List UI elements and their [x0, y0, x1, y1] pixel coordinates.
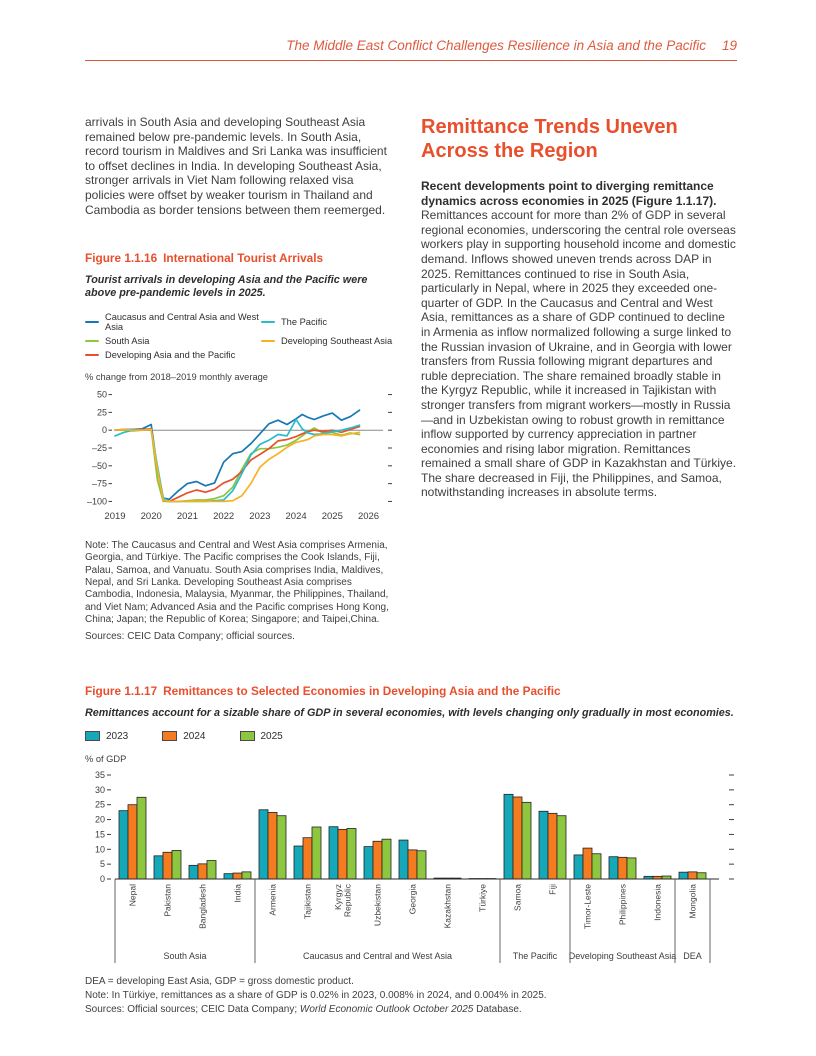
- line-chart-container: [85, 385, 401, 532]
- bar-chart-y-axis-unit: % of GDP: [85, 753, 127, 764]
- legend-label: South Asia: [105, 336, 150, 347]
- two-column-body: [85, 115, 737, 644]
- svg-text:Georgia: Georgia: [407, 883, 418, 914]
- figure-1-1-16-subtitle: Tourist arrivals in developing Asia and the Pacific were above pre-pandemic levels in 2025.: [85, 274, 368, 300]
- svg-text:–25: –25: [91, 443, 107, 454]
- figure-1-1-16-sources: Sources: CEIC Data Company; official sources.: [85, 631, 295, 643]
- section-heading: Remittance Trends Uneven Across the Region: [421, 116, 678, 162]
- box-swatch-icon: [162, 731, 177, 741]
- svg-text:Kyrgyz: Kyrgyz: [332, 883, 343, 910]
- tourist-arrivals-line-chart: [85, 385, 397, 527]
- line-swatch-icon: [261, 321, 275, 324]
- svg-text:–50: –50: [91, 460, 107, 471]
- lead-sentence: Recent developments point to diverging remittance dynamics across economies in 2025 (Figure 1.1.17).: [421, 179, 717, 208]
- figure-1-1-17-title: Remittances to Selected Economies in Developing Asia and the Pacific: [163, 683, 561, 698]
- figure-1-1-17-abbreviations: DEA = developing East Asia, GDP = gross domestic product.: [85, 975, 354, 987]
- legend-item: [162, 731, 205, 742]
- svg-text:Tajikistan: Tajikistan: [302, 883, 313, 919]
- legend-label: Developing Southeast Asia: [281, 336, 393, 347]
- figure-1-1-16-title: International Tourist Arrivals: [163, 251, 324, 266]
- legend-label: 2024: [183, 730, 206, 742]
- svg-text:50: 50: [96, 389, 107, 400]
- figure-1-1-16-label: Figure 1.1.16: [85, 251, 158, 266]
- svg-text:Türkiye: Türkiye: [477, 883, 488, 912]
- figure-1-1-17: [85, 684, 737, 1017]
- line-swatch-icon: [85, 340, 99, 343]
- svg-text:Samoa: Samoa: [512, 883, 523, 911]
- svg-text:India: India: [232, 883, 243, 902]
- legend-item: [261, 336, 401, 346]
- svg-text:2024: 2024: [285, 511, 307, 523]
- svg-text:20: 20: [94, 814, 105, 825]
- svg-text:25: 25: [94, 799, 105, 810]
- legend-label: The Pacific: [281, 317, 327, 328]
- svg-text:–75: –75: [91, 478, 107, 489]
- figure-1-1-17-label: Figure 1.1.17: [85, 683, 158, 698]
- figure-1-1-16-legend: [85, 312, 401, 360]
- legend-label: 2023: [106, 730, 129, 742]
- svg-text:15: 15: [94, 828, 105, 839]
- svg-text:Caucasus and Central and West: Caucasus and Central and West Asia: [303, 950, 452, 961]
- legend-item: [85, 350, 261, 360]
- line-swatch-icon: [85, 354, 99, 357]
- svg-text:2023: 2023: [249, 511, 271, 523]
- svg-text:5: 5: [99, 858, 105, 869]
- legend-item: [261, 312, 401, 332]
- svg-text:The Pacific: The Pacific: [512, 950, 558, 961]
- legend-item: [240, 731, 283, 742]
- page-number: 19: [721, 38, 737, 53]
- left-column: [85, 115, 401, 644]
- legend-item: [85, 312, 261, 332]
- svg-text:Fiji: Fiji: [547, 883, 558, 895]
- figure-1-1-17-sources: Sources: Official sources; CEIC Data Company; World Economic Outlook October 2025 Database.: [85, 1004, 522, 1016]
- box-swatch-icon: [85, 731, 100, 741]
- figure-1-1-16-note: Note: The Caucasus and Central and West Asia comprises Armenia, Georgia, and Türkiye. The Pacific comprises the Cook Islands, Fiji, Palau, Samoa, and Vanuatu. South Asia comprises India, Maldives, Nepal, and Sri Lanka. Developing Southeast Asia comprises Cambodia, Indonesia, Malaysia, Myanmar, the Philippines, Thailand, and Viet Nam; Advanced Asia and the Pacific comprises Hong Kong, China; Japan; the Republic of Korea; Singapore; and Taipei,China.: [85, 540, 389, 625]
- svg-text:2026: 2026: [357, 511, 380, 523]
- line-swatch-icon: [85, 321, 99, 324]
- svg-text:2022: 2022: [213, 511, 235, 523]
- svg-text:2021: 2021: [176, 511, 199, 523]
- running-header: [85, 38, 737, 61]
- svg-text:2019: 2019: [104, 511, 126, 523]
- svg-text:Armenia: Armenia: [267, 883, 278, 916]
- svg-text:Indonesia: Indonesia: [652, 883, 663, 921]
- right-column: [421, 115, 737, 644]
- svg-text:Republic: Republic: [342, 883, 353, 917]
- svg-text:Nepal: Nepal: [127, 883, 138, 906]
- figure-1-1-16: [85, 251, 401, 643]
- intro-paragraph: arrivals in South Asia and developing Southeast Asia remained below pre-pandemic levels. In South Asia, record tourism in Maldives and Sri Lanka was insufficient to offset declines in India. In developing Southeast Asia, stronger arrivals in Viet Nam following relaxed visa policies were offset by weaker tourism in Thailand and Cambodia as border tensions between them reemerged.: [85, 115, 387, 217]
- svg-text:Kazakhstan: Kazakhstan: [442, 883, 453, 928]
- svg-text:2025: 2025: [321, 511, 343, 523]
- svg-text:DEA: DEA: [683, 950, 702, 961]
- svg-text:Mongolia: Mongolia: [687, 883, 698, 919]
- svg-text:0: 0: [99, 873, 105, 884]
- line-chart-y-axis-unit: % change from 2018–2019 monthly average: [85, 372, 268, 383]
- remittances-bar-chart: [85, 767, 737, 965]
- svg-text:35: 35: [94, 769, 105, 780]
- svg-text:Bangladesh: Bangladesh: [197, 883, 208, 929]
- figure-1-1-17-legend: [85, 731, 737, 742]
- bar-chart-container: [85, 767, 737, 970]
- figure-1-1-17-title-line: [85, 684, 737, 698]
- running-header-title: The Middle East Conflict Challenges Resilience in Asia and the Pacific: [286, 38, 706, 53]
- svg-text:2020: 2020: [140, 511, 162, 523]
- svg-text:Philippines: Philippines: [617, 883, 628, 925]
- svg-text:10: 10: [94, 843, 105, 854]
- remittance-paragraph: [421, 179, 737, 500]
- svg-text:Developing Southeast Asia: Developing Southeast Asia: [568, 950, 677, 961]
- svg-text:Pakistan: Pakistan: [162, 883, 173, 917]
- legend-item: [85, 336, 261, 346]
- svg-text:Timor-Leste: Timor-Leste: [582, 883, 593, 929]
- svg-text:30: 30: [94, 784, 105, 795]
- svg-text:–100: –100: [86, 496, 107, 507]
- svg-text:0: 0: [101, 425, 107, 436]
- legend-label: Developing Asia and the Pacific: [105, 350, 236, 361]
- figure-1-1-17-footnotes: [85, 976, 737, 1017]
- svg-text:25: 25: [96, 407, 107, 418]
- box-swatch-icon: [240, 731, 255, 741]
- svg-text:Uzbekistan: Uzbekistan: [372, 883, 383, 926]
- svg-text:South Asia: South Asia: [163, 950, 207, 961]
- legend-item: [85, 731, 128, 742]
- legend-label: Caucasus and Central Asia and West Asia: [105, 312, 259, 333]
- paragraph-body: Remittances account for more than 2% of GDP in several regional economies, underscoring the central role overseas workers play in supporting household income and domestic demand. Inflows showed uneven trends across DAP in 2025. Remittances continued to rise in South Asia, particularly in Nepal, where in 2025 they exceeded one-quarter of GDP. In the Caucasus and Central and West Asia, remittances as a share of GDP continued to decline in Armenia as inflow normalized following a surge linked to the Russian invasion of Ukraine, and in Georgia with lower transfers from Russia following migrant departures and ruble depreciation. The share remained broadly stable in the Kyrgyz Republic, while it increased in Tajikistan with stronger transfers from migrant workers—mostly in Russia—and in Uzbekistan owing to robust growth in remittance inflow supported by currency appreciation in partner economies and rising labor migration. Remittances remained a small share of GDP in Kazakhstan and Türkiye. The share decreased in Fiji, the Philippines, and Samoa, notwithstanding increases in absolute terms.: [421, 208, 737, 500]
- figure-1-1-17-note: Note: In Türkiye, remittances as a share of GDP is 0.02% in 2023, 0.008% in 2024, and 0.004% in 2025.: [85, 989, 547, 1001]
- figure-1-1-17-subtitle: Remittances account for a sizable share of GDP in several economies, with levels changing only gradually in most economies.: [85, 706, 734, 719]
- line-swatch-icon: [261, 340, 275, 343]
- figure-1-1-16-title-line: [85, 251, 401, 265]
- legend-label: 2025: [260, 730, 283, 742]
